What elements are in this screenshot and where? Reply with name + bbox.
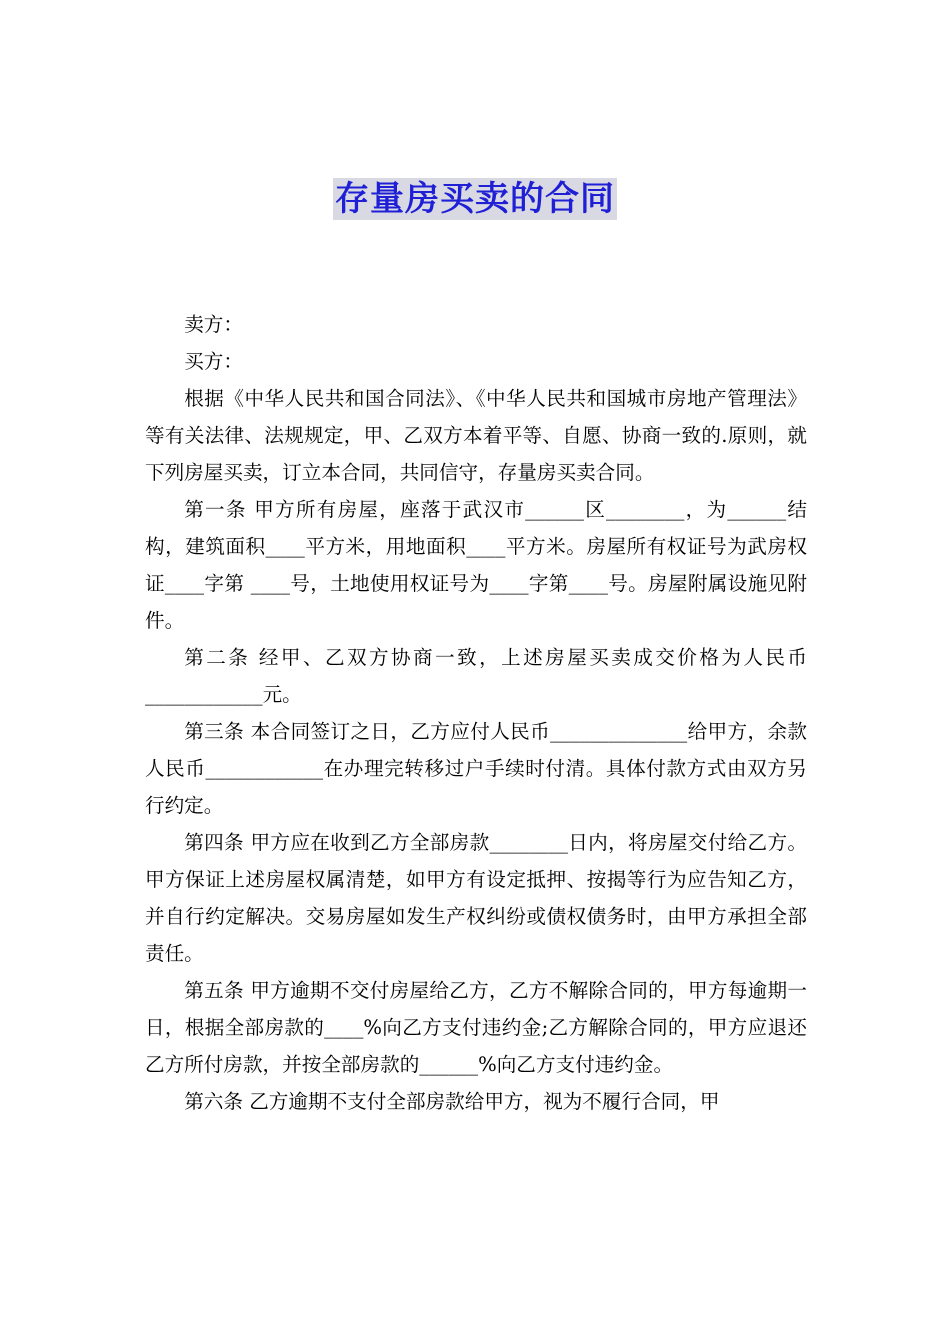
article-2: 第二条 经甲、乙双方协商一致，上述房屋买卖成交价格为人民币____________元。 [145, 646, 807, 706]
preamble-paragraph: 根据《中华人民共和国合同法》、《中华人民共和国城市房地产管理法》等有关法律、法规规定，甲、乙双方本着平等、自愿、协商一致的.原则，就下列房屋买卖，订立本合同，共同信守，存量房买卖合同。 [145, 387, 807, 484]
seller-line: 卖方： [184, 313, 243, 336]
article-3: 第三条 本合同签订之日，乙方应付人民币______________给甲方，余款人民币____________在办理完转移过户手续时付清。具体付款方式由双方另行约定。 [145, 720, 807, 817]
article-5: 第五条 甲方逾期不交付房屋给乙方，乙方不解除合同的，甲方每逾期一日，根据全部房款的____%向乙方支付违约金;乙方解除合同的，甲方应退还乙方所付房款，并按全部房款的______%向乙方支付违约金。 [145, 979, 807, 1076]
contract-body [145, 306, 807, 1120]
article-4: 第四条 甲方应在收到乙方全部房款________日内，将房屋交付给乙方。甲方保证上述房屋权属清楚，如甲方有设定抵押、按揭等行为应告知乙方，并自行约定解决。交易房屋如发生产权纠纷或债权债务时，由甲方承担全部责任。 [145, 831, 807, 965]
title-container [0, 178, 950, 220]
buyer-line: 买方： [184, 350, 243, 373]
document-title: 存量房买卖的合同 [335, 179, 615, 219]
article-1: 第一条 甲方所有房屋，座落于武汉市______区________，为______结构，建筑面积____平方米，用地面积____平方米。房屋所有权证号为武房权证____字第 ____号，土地使用权证号为____字第____号。房屋附属设施见附件。 [145, 498, 807, 632]
article-6: 第六条 乙方逾期不支付全部房款给甲方，视为不履行合同，甲 [184, 1090, 720, 1113]
